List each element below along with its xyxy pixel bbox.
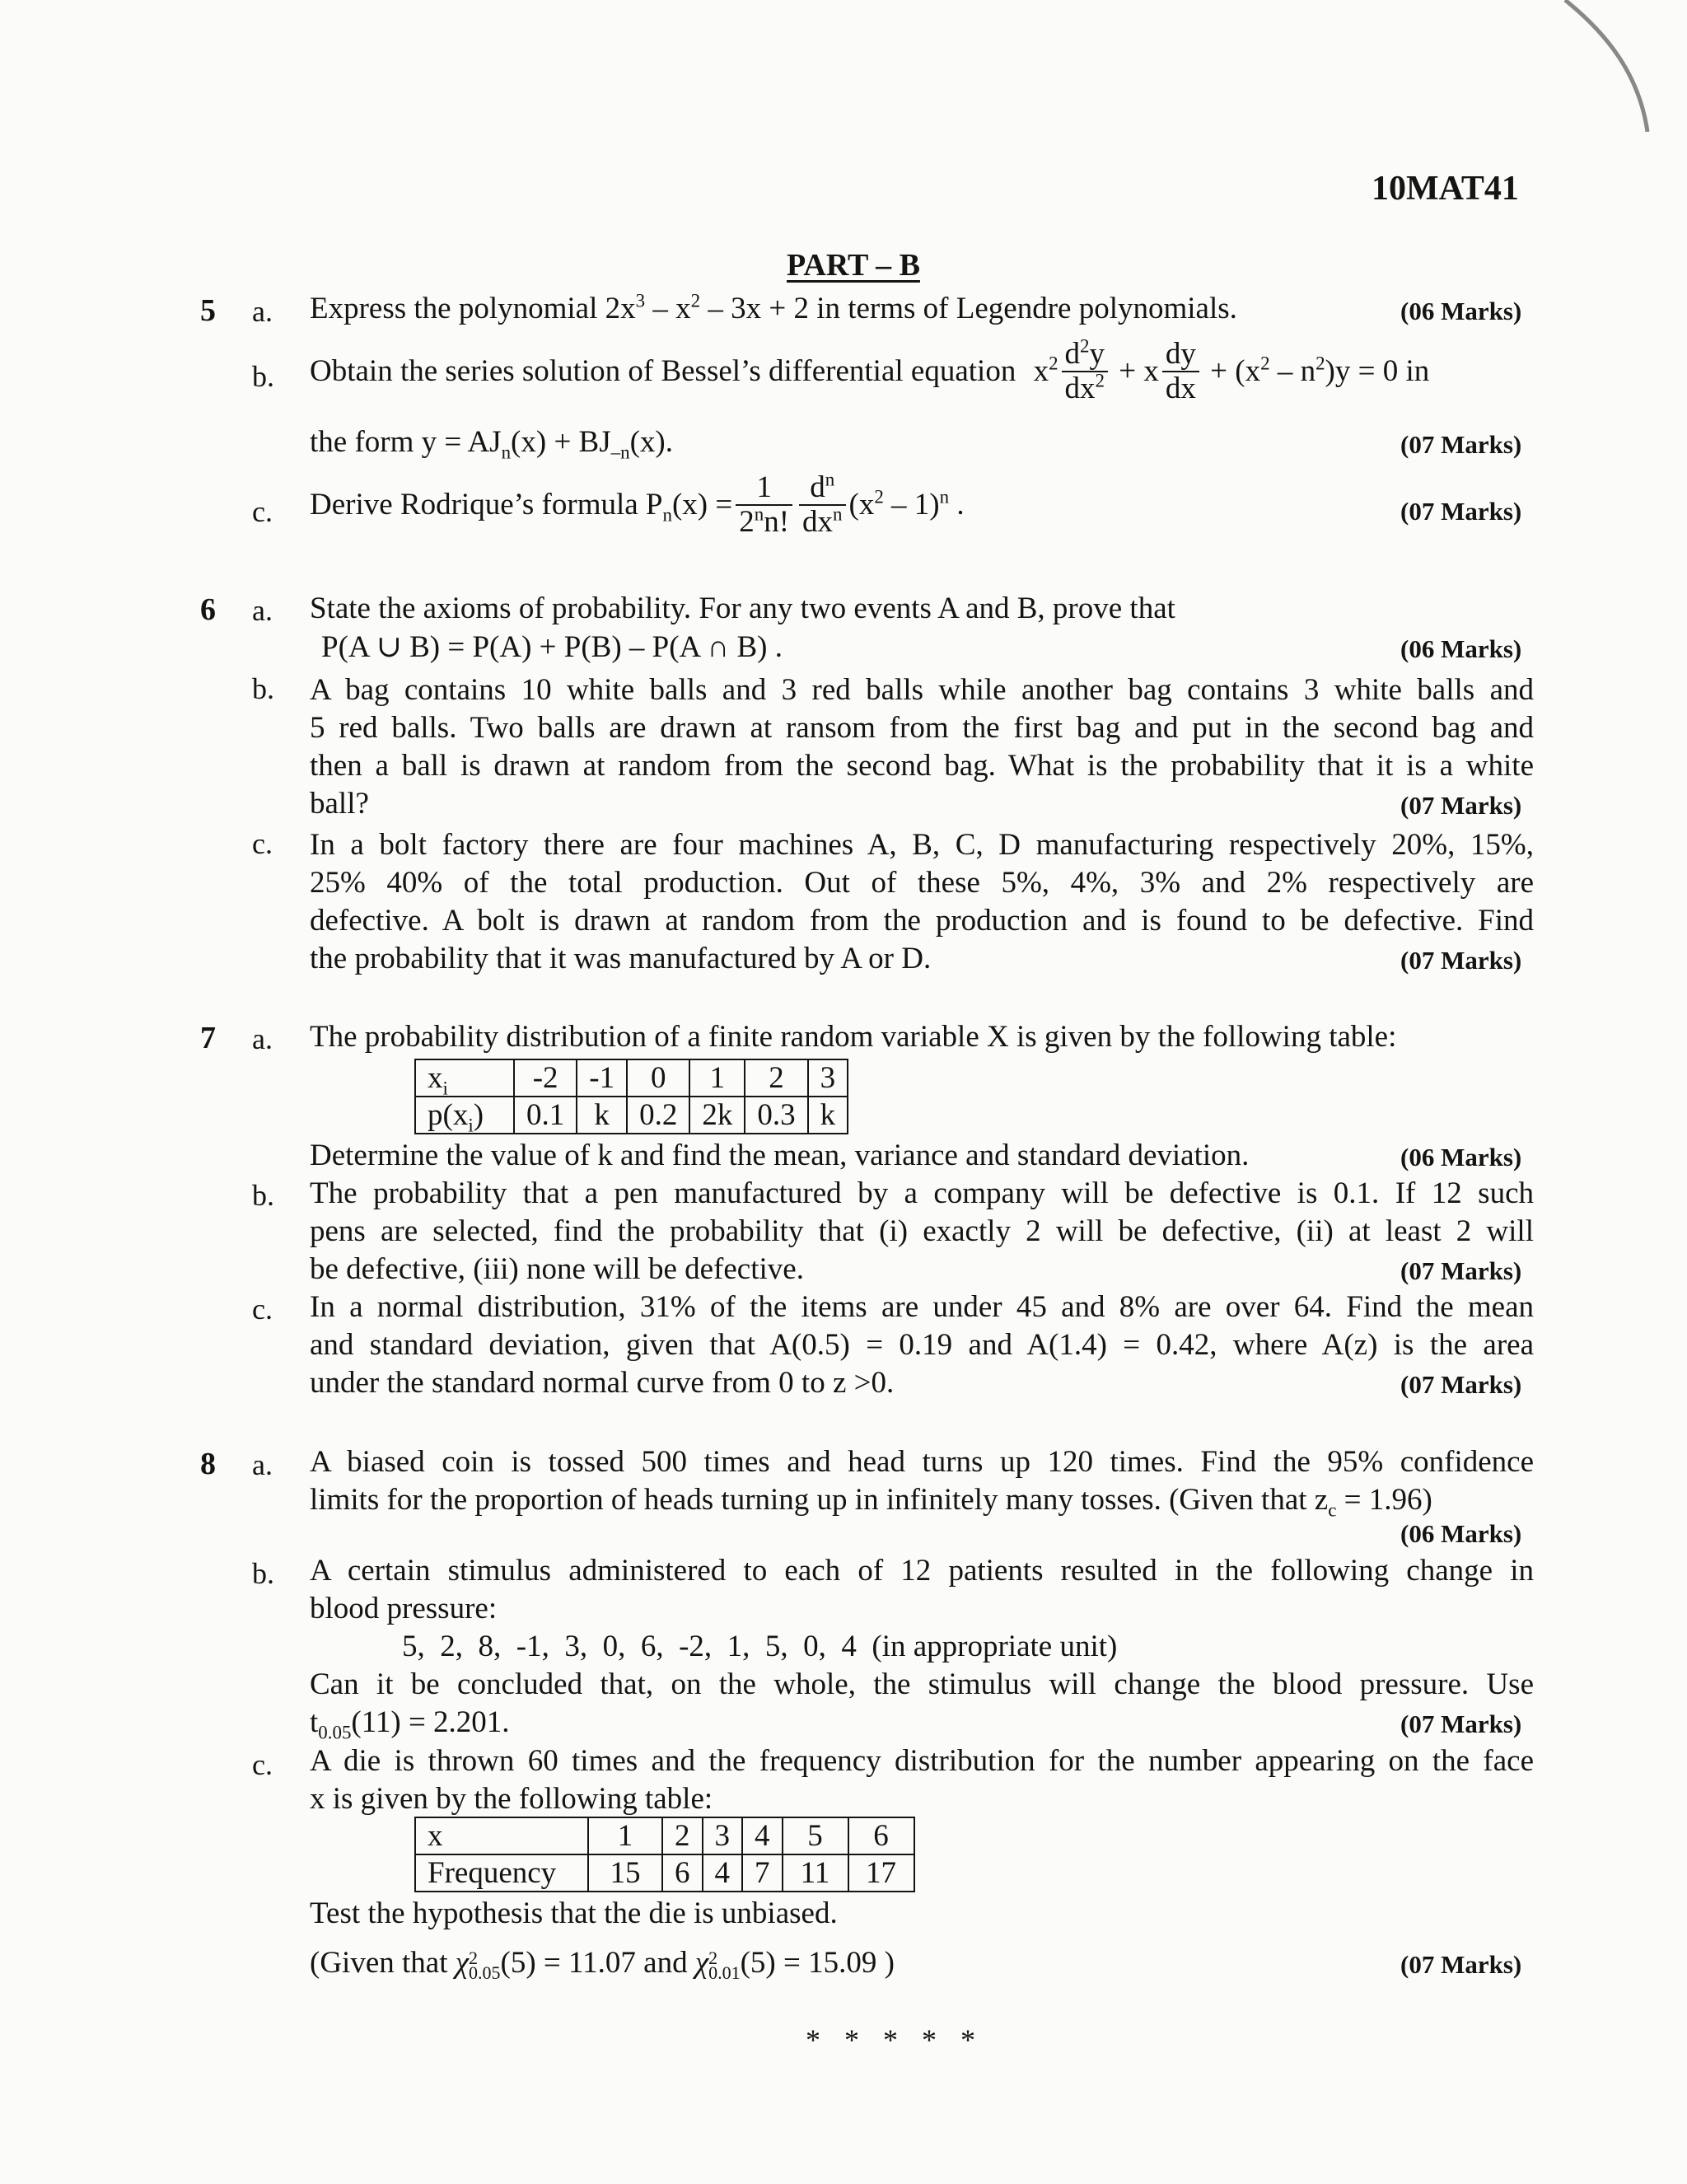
q7a-label: a. [252, 1022, 273, 1055]
q8b-line5: $t_{0.05}(11) = 2.201$. [310, 1705, 510, 1743]
q7c-line1: In a normal distribution, 31% of the items are under 45 and 8% are over 64. Find the mean [310, 1290, 1534, 1324]
q5b-marks: (07 Marks) [1400, 430, 1522, 459]
table-row [415, 1854, 914, 1892]
probability-table [414, 1059, 848, 1134]
page-corner-fold [1557, 0, 1687, 132]
table-cell: 3 [808, 1059, 848, 1097]
table-cell: 2k [689, 1097, 745, 1134]
table-row [415, 1097, 848, 1134]
question-7-number: 7 [200, 1021, 216, 1055]
q6c-marks: (07 Marks) [1400, 946, 1522, 975]
table-cell: 4 [742, 1817, 783, 1854]
q5b-text: Obtain the series solution of Bessel’s differential equation $x^2$ $\frac{d^2y}{dx^2}$ + x $\frac{dy}{dx}$ + $(x^2 - n^2)y = 0$ in [310, 335, 1430, 405]
q7c-label: c. [252, 1293, 273, 1326]
q8c-line4: (Given that χ 2 0.05 (5) = 11.07 and χ 2 0.01 (5) = 15.09 ) [310, 1946, 895, 1983]
paper-code: 10MAT41 [1372, 170, 1519, 208]
q6b-label: b. [252, 672, 274, 705]
frequency-table [414, 1817, 915, 1892]
q8c-marks: (07 Marks) [1400, 1950, 1522, 1979]
q6c-line3: defective. A bolt is drawn at random from the production and is found to be defective. Find [310, 904, 1534, 938]
table-cell: 6 [848, 1817, 914, 1854]
q8a-line2: limits for the proportion of heads turning up in infinitely many tosses. (Given that $z_c = 1.96$) [310, 1483, 1432, 1521]
question-5-number: 5 [200, 293, 216, 328]
table-cell: 0.2 [627, 1097, 689, 1134]
q5a-text: Express the polynomial $2x^3 - x^2 - 3x + 2$ in terms of Legendre polynomials. [310, 290, 1237, 325]
q6b-marks: (07 Marks) [1400, 791, 1522, 820]
q5b-label: b. [252, 360, 274, 393]
q8c-line3: Test the hypothesis that the die is unbiased. [310, 1896, 838, 1930]
q7b-line2: pens are selected, find the probability that (i) exactly 2 will be defective, (ii) at least 2 will [310, 1214, 1534, 1248]
q8b-marks: (07 Marks) [1400, 1709, 1522, 1738]
table-cell: 6 [662, 1854, 703, 1892]
q7b-line1: The probability that a pen manufactured by a company will be defective is 0.1. If 12 such [310, 1176, 1534, 1210]
table-cell: 4 [703, 1854, 743, 1892]
q6b-line1: A bag contains 10 white balls and 3 red balls while another bag contains 3 white balls and [310, 673, 1534, 707]
q6b-line3: then a ball is drawn at random from the second bag. What is the probability that it is a white [310, 749, 1534, 783]
q6a-label: a. [252, 594, 273, 627]
table-row [415, 1817, 914, 1854]
q8b-line2: blood pressure: [310, 1592, 498, 1625]
q8a-line1: A biased coin is tossed 500 times and head turns up 120 times. Find the 95% confidence [310, 1445, 1534, 1479]
table-cell: 5 [783, 1817, 848, 1854]
table-header-frequency: Frequency [415, 1854, 588, 1892]
q5c-marks: (07 Marks) [1400, 497, 1522, 526]
q8b-data-values: 5, 2, 8, -1, 3, 0, 6, -2, 1, 5, 0, 4 (in appropriate unit) [402, 1630, 1118, 1663]
table-cell: 0.1 [514, 1097, 577, 1134]
q8c-line1: A die is thrown 60 times and the frequency distribution for the number appearing on the face [310, 1744, 1534, 1778]
q5c-text: Derive Rodrique’s formula $P_n(x)$ = $\frac{1}{2^nn!}$ $\frac{d^n}{dx^n}$ $(x^2 - 1)^n$ . [310, 469, 965, 539]
table-cell: -2 [514, 1059, 577, 1097]
q6c-line4: the probability that it was manufactured by A or D. [310, 942, 932, 975]
q6c-line1: In a bolt factory there are four machines A, B, C, D manufacturing respectively 20%, 15%, [310, 828, 1534, 862]
table-cell: k [577, 1097, 627, 1134]
q5b-line2: the form $y = AJ_n(x) + BJ_{-n}(x)$. [310, 425, 673, 463]
q6a-line1: State the axioms of probability. For any two events A and B, prove that [310, 592, 1175, 625]
question-6-number: 6 [200, 592, 216, 627]
table-header-x: $x_i$ [415, 1059, 514, 1097]
table-cell: 17 [848, 1854, 914, 1892]
q7a-line1: The probability distribution of a finite random variable X is given by the following table: [310, 1020, 1397, 1054]
q5a-marks: (06 Marks) [1400, 297, 1522, 325]
table-cell: 1 [689, 1059, 745, 1097]
table-cell: 0 [627, 1059, 689, 1097]
q5c-label: c. [252, 495, 273, 528]
table-cell: 15 [588, 1854, 662, 1892]
table-row [415, 1059, 848, 1097]
q6a-line2: P(A ∪ B) = P(A) + P(B) – P(A ∩ B) . [321, 630, 783, 664]
q6c-label: c. [252, 827, 273, 860]
q8a-marks: (06 Marks) [1400, 1519, 1522, 1548]
q8c-line2: x is given by the following table: [310, 1782, 713, 1816]
q8c-label: c. [252, 1748, 273, 1781]
table-header-x: x [415, 1817, 588, 1854]
table-cell: k [808, 1097, 848, 1134]
q7b-label: b. [252, 1179, 274, 1212]
q8b-label: b. [252, 1557, 274, 1590]
question-8-number: 8 [200, 1447, 216, 1481]
table-cell: 2 [745, 1059, 807, 1097]
q7b-marks: (07 Marks) [1400, 1256, 1522, 1285]
q8b-line1: A certain stimulus administered to each of 12 patients resulted in the following change in [310, 1554, 1534, 1588]
table-cell: 2 [662, 1817, 703, 1854]
q7a-line2: Determine the value of k and find the mean, variance and standard deviation. [310, 1139, 1250, 1172]
table-header-p: $p(x_i)$ [415, 1097, 514, 1134]
q6b-line2: 5 red balls. Two balls are drawn at ransom from the first bag and put in the second bag and [310, 711, 1534, 745]
table-cell: -1 [577, 1059, 627, 1097]
table-cell: 1 [588, 1817, 662, 1854]
q7b-line3: be defective, (iii) none will be defective. [310, 1252, 804, 1286]
table-cell: 11 [783, 1854, 848, 1892]
q7c-line2: and standard deviation, given that A(0.5) = 0.19 and A(1.4) = 0.42, where A(z) is the area [310, 1328, 1534, 1362]
q7c-line3: under the standard normal curve from 0 to z >0. [310, 1366, 895, 1400]
q6a-marks: (06 Marks) [1400, 634, 1522, 663]
q7c-marks: (07 Marks) [1400, 1370, 1522, 1399]
q6c-line2: 25% 40% of the total production. Out of these 5%, 4%, 3% and 2% respectively are [310, 866, 1534, 900]
table-cell: 0.3 [745, 1097, 807, 1134]
q8b-line4: Can it be concluded that, on the whole, the stimulus will change the blood pressure. Use [310, 1667, 1534, 1701]
part-heading: PART – B [787, 248, 920, 283]
table-cell: 3 [703, 1817, 743, 1854]
end-stars: * * * * * [806, 2023, 984, 2056]
table-cell: 7 [742, 1854, 783, 1892]
q8a-label: a. [252, 1448, 273, 1481]
q5a-label: a. [252, 295, 273, 328]
q6b-line4: ball? [310, 787, 369, 821]
q7a-marks: (06 Marks) [1400, 1143, 1522, 1172]
